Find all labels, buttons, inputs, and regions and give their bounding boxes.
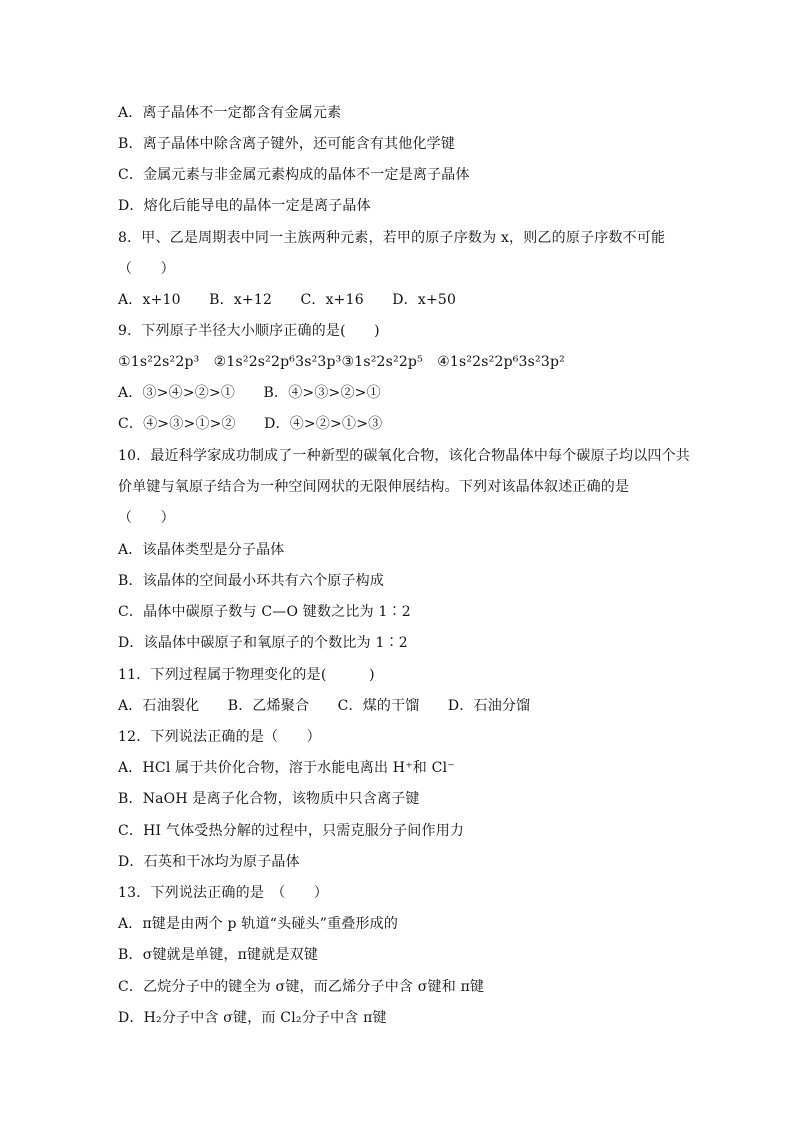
q10-paren: （ ） (118, 510, 175, 526)
q9-options-ab: A．③>④>②>① B．④>③>②>① (118, 385, 381, 401)
q7-option-a: A．离子晶体不一定都含有金属元素 (118, 105, 342, 121)
q9-stem: 9．下列原子半径大小顺序正确的是( ) (118, 323, 380, 339)
q13-option-c: C．乙烷分子中的键全为 σ键，而乙烯分子中含 σ键和 π键 (118, 979, 485, 995)
q10-stem-2: 价单键与氧原子结合为一种空间网状的无限伸展结构。下列对该晶体叙述正确的是 (118, 479, 630, 495)
q11-options: A．石油裂化 B．乙烯聚合 C．煤的干馏 D．石油分馏 (118, 698, 531, 714)
q12-option-d: D．石英和干冰均为原子晶体 (118, 854, 300, 870)
q7-option-c: C．金属元素与非金属元素构成的晶体不一定是离子晶体 (118, 167, 470, 183)
q7-option-d: D．熔化后能导电的晶体一定是离子晶体 (118, 198, 371, 214)
q8-paren: （ ） (118, 261, 175, 277)
q11-stem: 11．下列过程属于物理变化的是( ) (118, 667, 375, 683)
q10-option-c: C．晶体中碳原子数与 C—O 键数之比为 1∶2 (118, 604, 411, 620)
q10-option-a: A．该晶体类型是分子晶体 (118, 542, 285, 558)
q13-stem: 13．下列说法正确的是 （ ） (118, 885, 329, 901)
q10-option-b: B．该晶体的空间最小环共有六个原子构成 (118, 573, 385, 589)
q12-option-c: C．HI 气体受热分解的过程中，只需克服分子间作用力 (118, 823, 465, 839)
q12-option-a: A．HCl 属于共价化合物，溶于水能电离出 H⁺和 Cl⁻ (118, 760, 455, 776)
q12-option-b: B．NaOH 是离子化合物，该物质中只含离子键 (118, 791, 420, 807)
q12-stem: 12．下列说法正确的是（ ） (118, 729, 321, 745)
q10-option-d: D．该晶体中碳原子和氧原子的个数比为 1∶2 (118, 635, 408, 651)
q13-option-d: D．H₂分子中含 σ键，而 Cl₂分子中含 π键 (118, 1010, 387, 1026)
q9-options-cd: C．④>③>①>② D．④>②>①>③ (118, 416, 383, 432)
q8-options: A．x+10 B．x+12 C．x+16 D．x+50 (118, 292, 457, 308)
q13-option-a: A．π键是由两个 p 轨道“头碰头”重叠形成的 (118, 916, 399, 932)
q9-configs: ①1s²2s²2p³ ②1s²2s²2p⁶3s²3p³③1s²2s²2p⁵ ④1s²2s²2p⁶3s²3p² (118, 354, 565, 370)
q13-option-b: B．σ键就是单键，π键就是双键 (118, 947, 319, 963)
q8-stem: 8．甲、乙是周期表中同一主族两种元素，若甲的原子序数为 x，则乙的原子序数不可能 (118, 230, 666, 246)
q10-stem-1: 10．最近科学家成功制成了一种新型的碳氧化合物，该化合物晶体中每个碳原子均以四个共 (118, 448, 691, 464)
q7-option-b: B．离子晶体中除含离子键外，还可能含有其他化学键 (118, 136, 456, 152)
